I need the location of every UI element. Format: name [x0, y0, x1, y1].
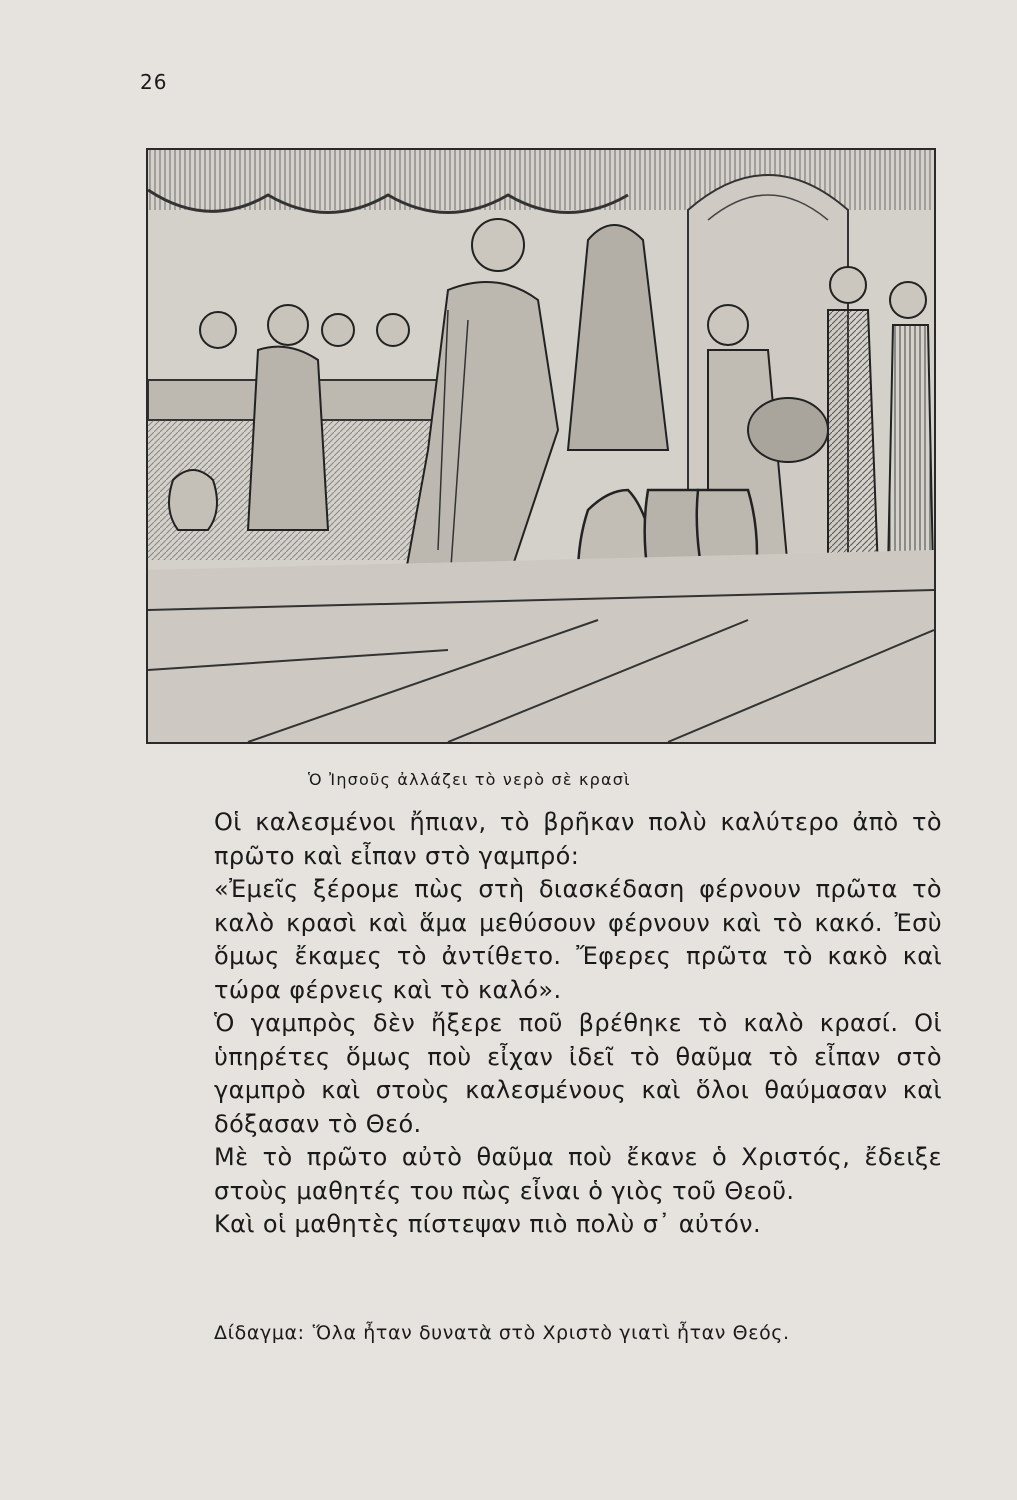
- paragraph-4: Μὲ τὸ πρῶτο αὐτὸ θαῦμα ποὺ ἔκανε ὁ Χριστός, ἔδειξε στοὺς μαθητές του πὼς εἶναι ὁ γιὸς τοῦ Θεοῦ.: [214, 1143, 942, 1205]
- illustration-caption: Ὁ Ἰησοῦς ἀλλάζει τὸ νερὸ σὲ κρασὶ: [308, 770, 631, 789]
- paragraph-3: Ὁ γαμπρὸς δὲν ἤξερε ποῦ βρέθηκε τὸ καλὸ κρασί. Οἱ ὑπηρέτες ὅμως ποὺ εἶχαν ἰδεῖ τὸ θαῦμα τὸ εἶπαν στὸ γαμπρὸ καὶ στοὺς καλεσμένους καὶ ὅλοι θαύμασαν καὶ δόξασαν τὸ Θεό.: [214, 1009, 942, 1138]
- paragraph-1: Οἱ καλεσμένοι ἤπιαν, τὸ βρῆκαν πολὺ καλύτερο ἀπὸ τὸ πρῶτο καὶ εἶπαν στὸ γαμπρό:: [214, 808, 942, 870]
- paragraph-2: «Ἐμεῖς ξέρομε πὼς στὴ διασκέδαση φέρνουν πρῶτα τὸ καλὸ κρασὶ καὶ ἅμα μεθύσουν φέρνουν καὶ τὸ κακό. Ἐσὺ ὅμως ἔκαμες τὸ ἀντίθετο. Ἔφερες πρῶτα τὸ κακὸ καὶ τώρα φέρνεις καὶ τὸ καλό».: [214, 875, 942, 1004]
- story-text: [214, 806, 942, 1242]
- lesson-line: [214, 1322, 790, 1344]
- paragraph-5: Καὶ οἱ μαθητὲς πίστεψαν πιὸ πολὺ σ᾿ αὐτόν.: [214, 1210, 762, 1238]
- page-number: 26: [140, 70, 168, 94]
- lesson-label: Δίδαγμα:: [214, 1322, 305, 1344]
- lesson-text: Ὅλα ἦταν δυνατὰ στὸ Χριστὸ γιατὶ ἦταν Θεός.: [312, 1322, 790, 1344]
- wedding-feast-illustration: [146, 148, 936, 744]
